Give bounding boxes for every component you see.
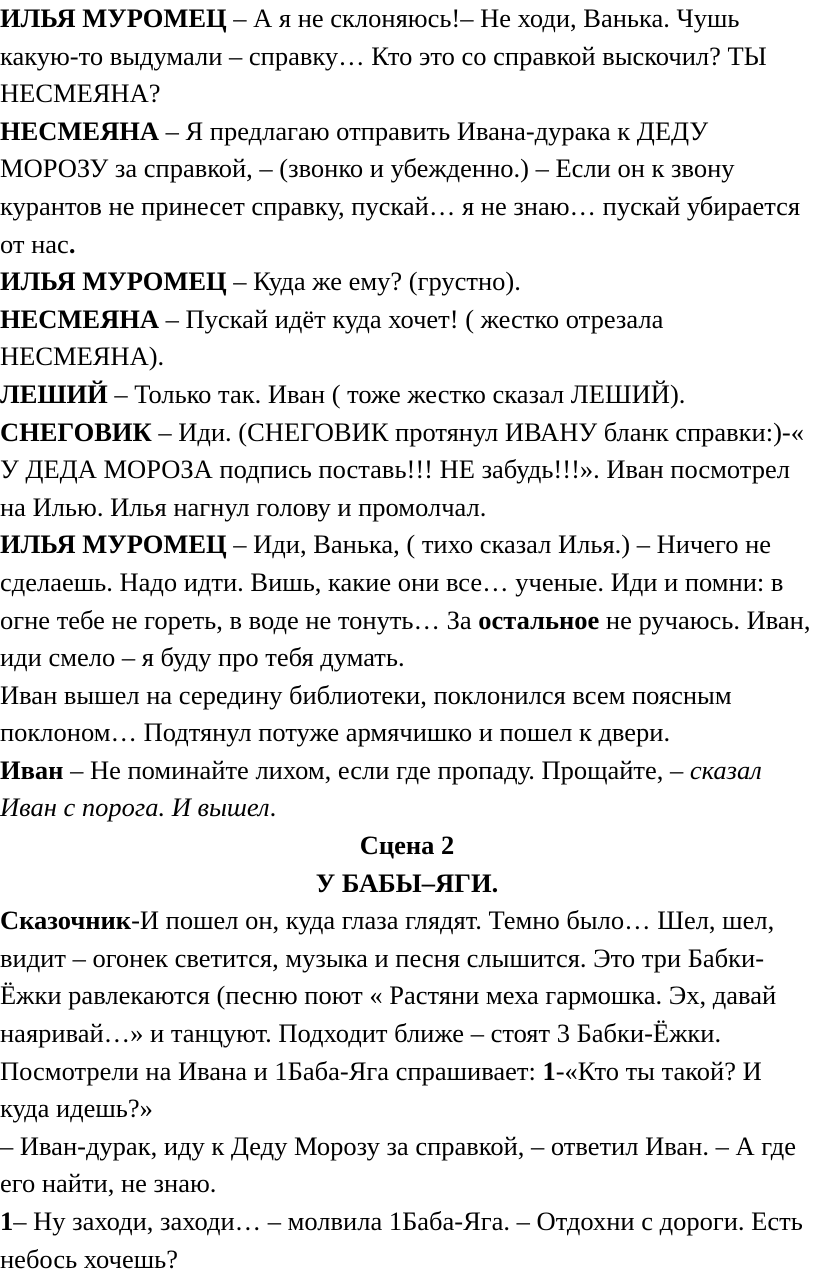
speaker-number: 1 bbox=[0, 1206, 14, 1236]
line-text: – Не поминайте лихом, если где пропаду. Прощайте, – bbox=[63, 754, 690, 785]
line-text-after: не ручаюсь. Иван, иди смело – я буду про тебя думать. bbox=[0, 604, 811, 673]
line-text: – Пускай идёт куда хочет! ( жестко отрезала НЕСМЕЯНА). bbox=[0, 303, 664, 372]
para-snegovik bbox=[0, 414, 814, 527]
emphasis-word: остальное bbox=[478, 604, 600, 635]
line-tail: . bbox=[68, 228, 76, 259]
para-ivan-1 bbox=[0, 752, 814, 827]
para-nesmeyana-2 bbox=[0, 301, 814, 376]
speaker-name: ИЛЬЯ МУРОМЕЦ bbox=[0, 3, 227, 33]
line-text: – Я предлагаю отправить Ивана-дурака к ДЕДУ МОРОЗУ за справкой, – (звонко и убежденно.) – Если он к звону курантов не принесет справку, пускай… я не знаю… пускай убирается от нас bbox=[0, 115, 801, 259]
para-baba-1 bbox=[0, 1203, 814, 1278]
line-text: – Только так. Иван ( тоже жестко сказал ЛЕШИЙ). bbox=[107, 378, 686, 409]
line-text: – Иди. (СНЕГОВИК протянул ИВАНУ бланк справки:)-« У ДЕДА МОРОЗА подпись поставь!!! НЕ забудь!!!». Иван посмотрел на Илью. Илья нагнул голову и промолчал. bbox=[0, 416, 804, 522]
line-text: – Иван-дурак, иду к Деду Морозу за справкой, – ответил Иван. – А где его найти, не знаю. bbox=[0, 1130, 797, 1199]
para-ilya-1 bbox=[0, 0, 814, 113]
line-text: – Куда же ему? (грустно). bbox=[226, 266, 521, 297]
para-narration-1 bbox=[0, 677, 814, 752]
speaker-name: Иван bbox=[0, 754, 64, 785]
line-text: – Иди, Ванька, ( тихо сказал Илья.) – Ничего не сделаешь. Надо идти. Вишь, какие они все… ученые. Иди и помни: в огне тебе не гореть, в воде не тонуть… За bbox=[0, 529, 784, 635]
speaker-name: ИЛЬЯ МУРОМЕЦ bbox=[0, 266, 227, 297]
speaker-name: Сказочник bbox=[0, 905, 132, 936]
speaker-name: НЕСМЕЯНА bbox=[0, 303, 159, 334]
speaker-number: 1 bbox=[542, 1055, 556, 1086]
para-ilya-2 bbox=[0, 263, 814, 301]
scene-number: Сцена 2 bbox=[359, 830, 455, 861]
stage-direction: сказал Иван с порога. И вышел bbox=[0, 754, 762, 823]
scene-title: У БАБЫ–ЯГИ. bbox=[315, 867, 499, 898]
line-text: – Ну заходи, заходи… – молвила 1Баба-Яга. – Отдохни с дороги. Есть небось хочешь? bbox=[0, 1206, 803, 1274]
line-text-after: -«Кто ты такой? И куда идешь?» bbox=[0, 1055, 762, 1124]
line-text-after: . bbox=[269, 792, 277, 823]
line-text: – А я не склоняюсь!– Не ходи, Ванька. Чушь какую-то выдумали – справку… Кто это со справкой выскочил? ТЫ НЕСМЕЯНА? bbox=[0, 3, 767, 109]
speaker-name: СНЕГОВИК bbox=[0, 416, 152, 447]
speaker-name: ЛЕШИЙ bbox=[0, 378, 108, 409]
speaker-name: ИЛЬЯ МУРОМЕЦ bbox=[0, 529, 227, 560]
para-nesmeyana-1 bbox=[0, 113, 814, 263]
line-text: -И пошел он, куда глаза глядят. Темно было… Шел, шел, видит – огонек светится, музыка и песня слышится. Это три Бабки-Ёжки равлекаются (песню поют « Растяни меха гармошка. Эх, давай наяривай…» и танцуют. Подходит ближе – стоят 3 Бабки-Ёжки. Посмотрели на Ивана и 1Баба-Яга спрашивает: bbox=[0, 905, 777, 1086]
line-text: Иван вышел на середину библиотеки, поклонился всем поясным поклоном… Подтянул потуже армячишко и пошел к двери. bbox=[0, 679, 732, 748]
para-skazochnik bbox=[0, 902, 814, 1128]
para-ilya-3 bbox=[0, 526, 814, 676]
speaker-name: НЕСМЕЯНА bbox=[0, 115, 159, 146]
para-leshiy bbox=[0, 376, 814, 414]
para-ivan-2 bbox=[0, 1128, 814, 1203]
